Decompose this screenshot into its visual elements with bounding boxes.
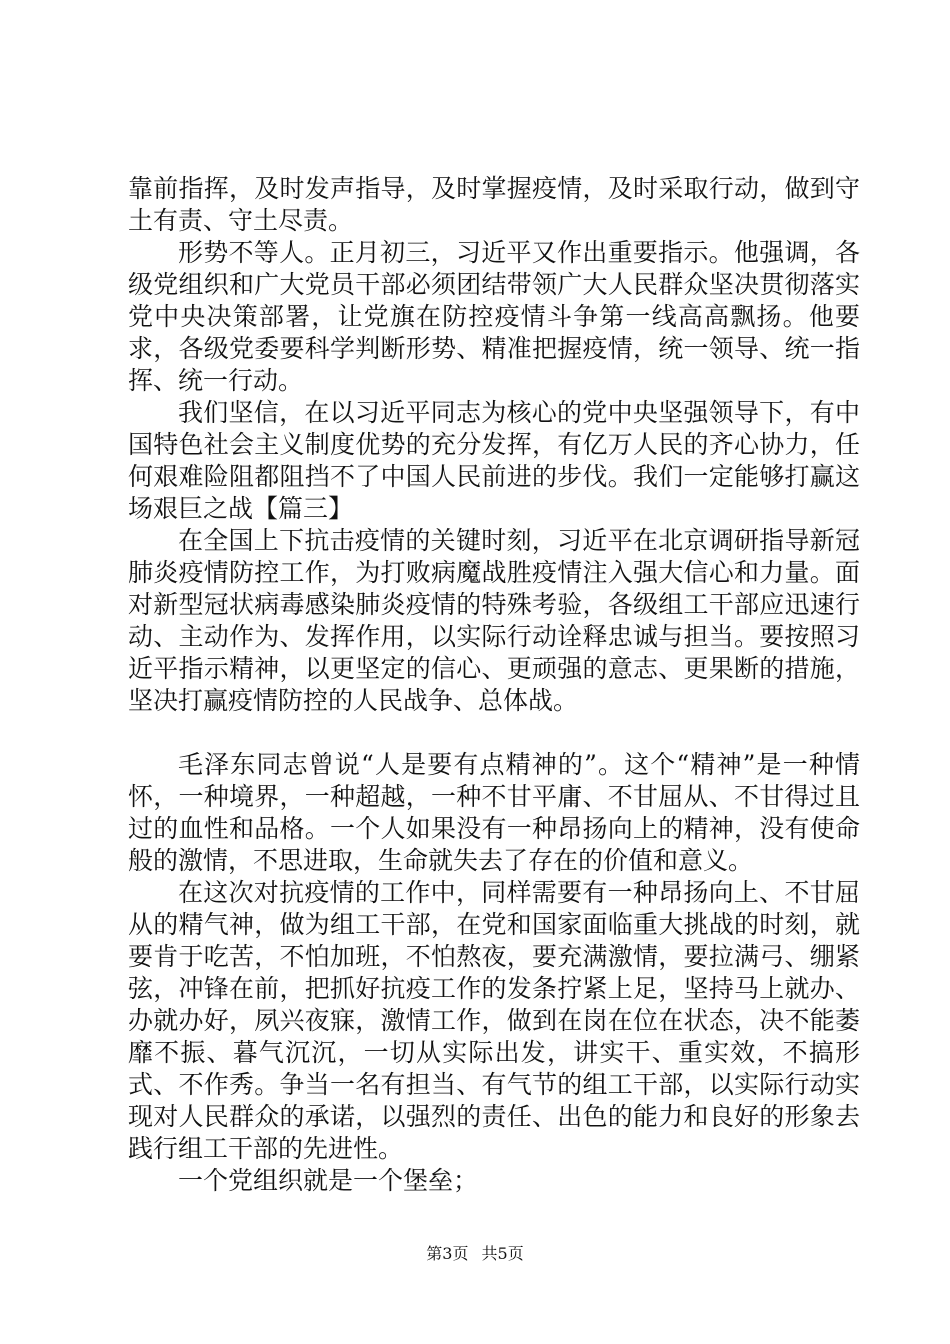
paragraph-4: 在全国上下抗击疫情的关键时刻，习近平在北京调研指导新冠肺炎疫情防控工作，为打败病魔战胜疫情注入强大信心和力量。面对新型冠状病毒感染肺炎疫情的特殊考验，各级组工干部应迅速行动、主动作为、发挥作用，以实际行动诠释忠诚与担当。要按照习近平指示精神，以更坚定的信心、更顽强的意志、更果断的措施，坚决打赢疫情防控的人民战争、总体战。 bbox=[128, 526, 860, 715]
page-total: 共5页 bbox=[481, 1244, 524, 1263]
document-body bbox=[128, 173, 860, 1197]
paragraph-1: 靠前指挥，及时发声指导，及时掌握疫情，及时采取行动，做到守土有责、守土尽责。 bbox=[128, 174, 860, 235]
paragraph-7: 一个党组织就是一个堡垒； bbox=[178, 1166, 479, 1195]
paragraph-2: 形势不等人。正月初三，习近平又作出重要指示。他强调，各级党组织和广大党员干部必须团结带领广大人民群众坚决贯彻落实党中央决策部署，让党旗在防控疫情斗争第一线高高飘扬。他要求，各级党委要科学判断形势、精准把握疫情，统一领导、统一指挥、统一行动。 bbox=[128, 238, 860, 395]
paragraph-5: 毛泽东同志曾说“人是要有点精神的”。这个“精神”是一种情怀，一种境界，一种超越，一种不甘平庸、不甘屈从、不甘得过且过的血性和品格。一个人如果没有一种昂扬向上的精神，没有使命般的激情，不思进取，生命就失去了存在的价值和意义。 bbox=[128, 750, 860, 875]
page-number: 第3页 bbox=[426, 1244, 469, 1263]
paragraph-6: 在这次对抗疫情的工作中，同样需要有一种昂扬向上、不甘屈从的精气神，做为组工干部，在党和国家面临重大挑战的时刻，就要肯于吃苦，不怕加班，不怕熬夜，要充满激情，要拉满弓、绷紧弦，冲锋在前，把抓好抗疫工作的发条拧紧上足，坚持马上就办、办就办好，夙兴夜寐，激情工作，做到在岗在位在状态，决不能萎靡不振、暮气沉沉，一切从实际出发，讲实干、重实效，不搞形式、不作秀。争当一名有担当、有气节的组工干部，以实际行动实现对人民群众的承诺，以强烈的责任、出色的能力和良好的形象去践行组工干部的先进性。 bbox=[128, 878, 860, 1163]
page-footer bbox=[0, 1244, 950, 1264]
paragraph-3: 我们坚信，在以习近平同志为核心的党中央坚强领导下，有中国特色社会主义制度优势的充分发挥，有亿万人民的齐心协力，任何艰难险阻都阻挡不了中国人民前进的步伐。我们一定能够打赢这场艰巨之战【篇三】 bbox=[128, 398, 860, 523]
